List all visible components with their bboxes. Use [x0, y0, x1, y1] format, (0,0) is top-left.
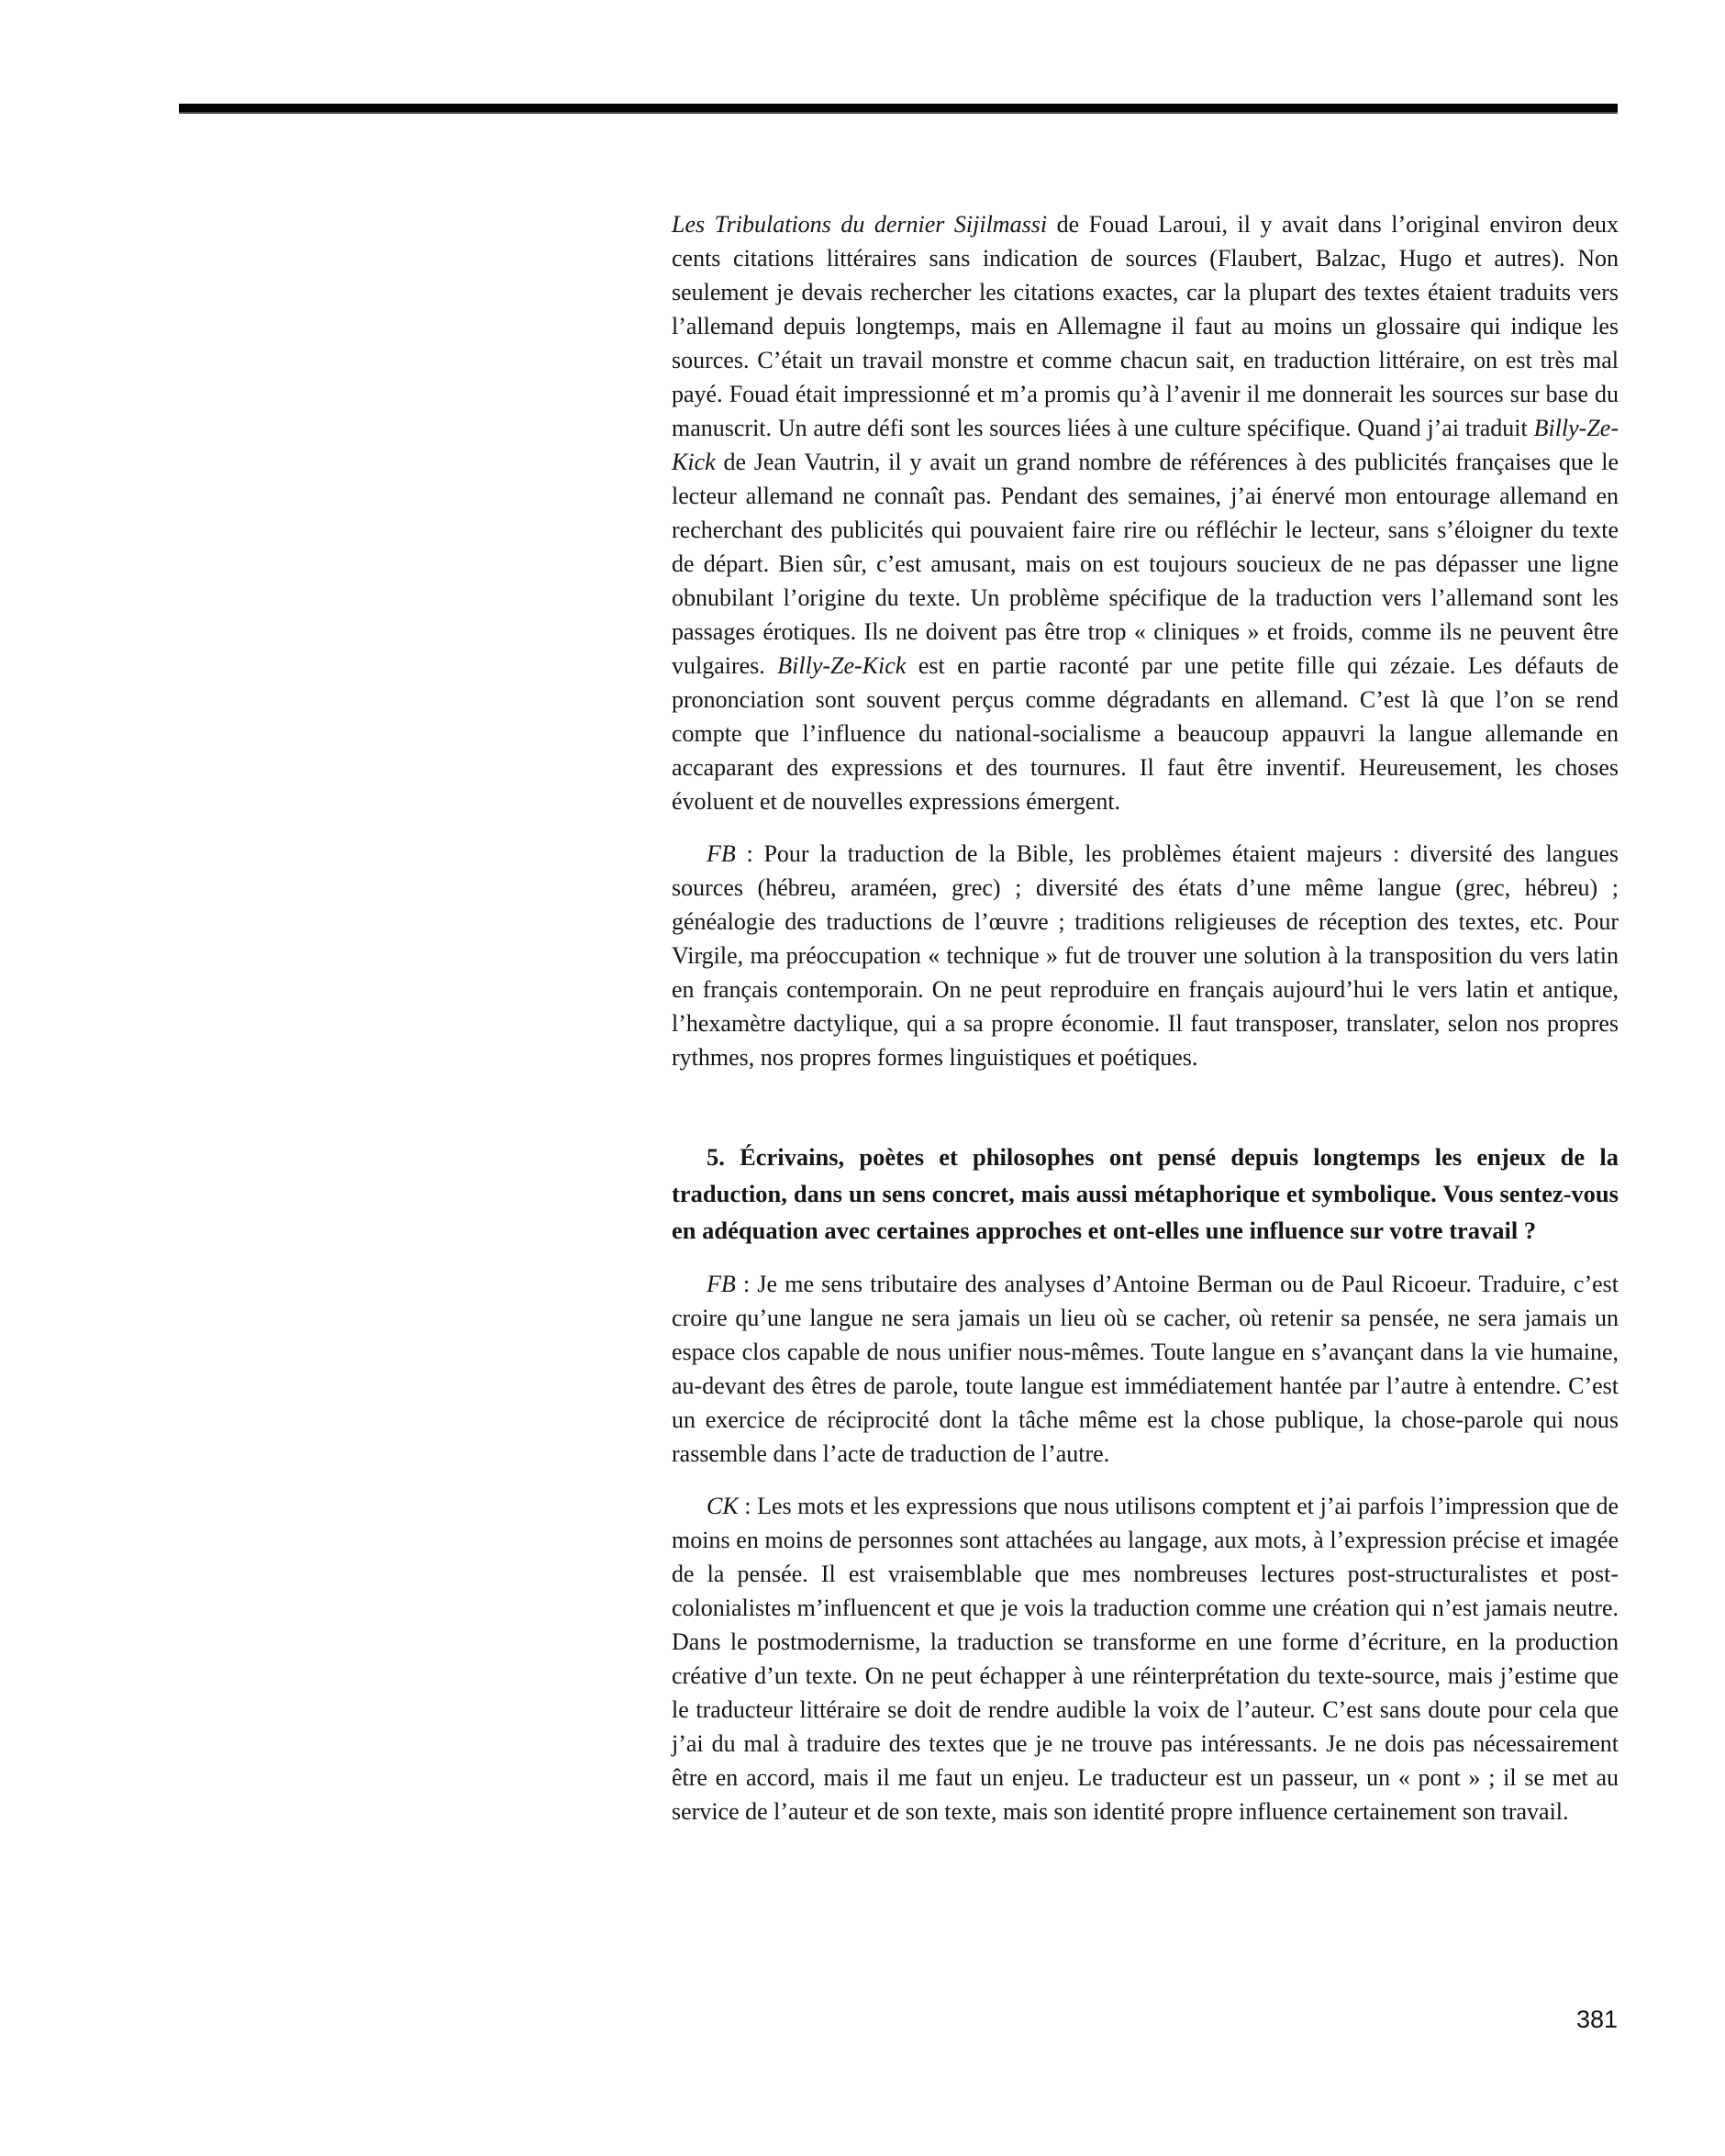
page-number: 381 [1575, 2006, 1618, 2033]
body-text-column [672, 207, 1619, 1828]
speaker-label-fb: FB [707, 840, 736, 867]
speaker-label-fb: FB [707, 1271, 736, 1297]
paragraph-text: de Jean Vautrin, il y avait un grand nombre de références à des publicités françaises que le lecteur allemand ne connaît pas. Pendant des semaines, j’ai énervé mon entourage allemand en recherchant des publicités qui pouvaient faire rire ou réfléchir le lecteur, sans s’éloigner du texte de départ. Bien sûr, c’est amusant, mais on est toujours soucieux de ne pas dépasser une ligne obnubilant l’origine du texte. Un problème spécifique de la traduction vers l’allemand sont les passages érotiques. Ils ne doivent pas être trop « cliniques » et froids, comme ils ne peuvent être vulgaires. [672, 449, 1619, 679]
paragraph-fb-berman [672, 1267, 1619, 1471]
book-title-billy-ze-kick: Billy-Ze-Kick [672, 415, 1619, 475]
paragraph-text: : Je me sens tributaire des analyses d’Antoine Berman ou de Paul Ricoeur. Traduire, c’est croire qu’une langue ne sera jamais un lieu où se cacher, où retenir sa pensée, ne sera jamais un espace clos capable de nous unifier nous-mêmes. Toute langue en s’avançant dans la vie humaine, au-devant des êtres de parole, toute langue est immédiatement hantée par l’autre à entendre. C’est un exercice de réciprocité dont la tâche même est la chose publique, la chose-parole qui nous rassemble dans l’acte de traduction de l’autre. [672, 1271, 1619, 1467]
paragraph-text: de Fouad Laroui, il y avait dans l’original environ deux cents citations littéraires sans indication de sources (Flaubert, Balzac, Hugo et autres). Non seulement je devais rechercher les citations exactes, car la plupart des textes étaient traduits vers l’allemand depuis longtemps, mais en Allemagne il faut au moins un glossaire qui indique les sources. C’était un travail monstre et comme chacun sait, en traduction littéraire, on est très mal payé. Fouad était impressionné et m’a promis qu’à l’avenir il me donnerait les sources sur base du manuscrit. Un autre défi sont les sources liées à une culture spécifique. Quand j’ai traduit [672, 211, 1619, 441]
top-rule-divider [179, 104, 1618, 114]
paragraph-text: : Les mots et les expressions que nous utilisons comptent et j’ai parfois l’impression que de moins en moins de personnes sont attachées au langage, aux mots, à l’expression précise et imagée de la pensée. Il est vraisemblable que mes nombreuses lectures post-structuralistes et post-colonialistes m’influencent et que je vois la traduction comme une création qui n’est jamais neutre. Dans le postmodernisme, la traduction se transforme en une forme d’écriture, en la production créative d’un texte. On ne peut échapper à une réinterprétation du texte-source, mais j’estime que le traducteur littéraire se doit de rendre audible la voix de l’auteur. C’est sans doute pour cela que j’ai du mal à traduire des textes que je ne trouve pas intéressants. Je ne dois pas nécessairement être en accord, mais il me faut un enjeu. Le traducteur est un passeur, un « pont » ; il se met au service de l’auteur et de son texte, mais son identité propre influence certainement son travail. [672, 1493, 1619, 1825]
paragraph-continuation [672, 207, 1619, 818]
book-title-sijilmassi: Les Tribulations du dernier Sijilmassi [672, 211, 1048, 238]
paragraph-fb-bible [672, 837, 1619, 1074]
paragraph-ck [672, 1489, 1619, 1828]
paragraph-text: : Pour la traduction de la Bible, les problèmes étaient majeurs : diversité des langues sources (hébreu, araméen, grec) ; diversité des états d’une même langue (grec, hébreu) ; généalogie des traductions de l’œuvre ; traditions religieuses de réception des textes, etc. Pour Virgile, ma préoccupation « technique » fut de trouver une solution à la transposition du vers latin en français contemporain. On ne peut reproduire en français aujourd’hui le vers latin et antique, l’hexamètre dactylique, qui a sa propre économie. Il faut transposer, translater, selon nos propres rythmes, nos propres formes linguistiques et poétiques. [672, 840, 1619, 1071]
book-title-billy-ze-kick: Billy-Ze-Kick [777, 652, 907, 679]
paragraph-text: est en partie raconté par une petite fille qui zézaie. Les défauts de prononciation sont souvent perçus comme dégradants en allemand. C’est là que l’on se rend compte que l’influence du national-socialisme a beaucoup appauvri la langue allemande en accaparant des expressions et des tournures. Il faut être inventif. Heureusement, les choses évoluent et de nouvelles expressions émergent. [672, 652, 1619, 815]
question-heading: 5. Écrivains, poètes et philosophes ont pensé depuis longtemps les enjeux de la traduction, dans un sens concret, mais aussi métaphorique et symbolique. Vous sentez-vous en adéquation avec certaines approches et ont-elles une influence sur votre travail ? [672, 1143, 1619, 1244]
speaker-label-ck: CK [707, 1493, 739, 1519]
